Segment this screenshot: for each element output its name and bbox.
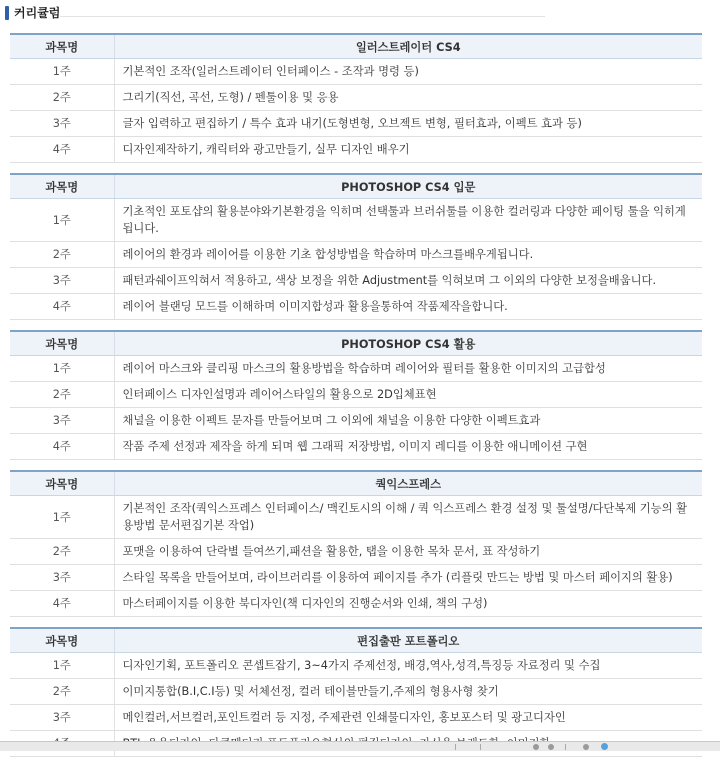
column-header-subject: 과목명 (10, 471, 114, 496)
status-security-icon (583, 744, 589, 750)
week-cell: 3주 (10, 268, 114, 294)
curriculum-section (10, 627, 702, 757)
week-cell: 3주 (10, 705, 114, 731)
column-header-subject: 과목명 (10, 331, 114, 356)
curriculum-section (10, 33, 702, 163)
table-row (10, 59, 702, 85)
table-row (10, 408, 702, 434)
curriculum-table (10, 627, 702, 757)
table-row (10, 294, 702, 320)
description-cell: 기초적인 포토샵의 활용분야와기본환경을 익히며 선택툴과 브러쉬툴를 이용한 컬러링과 다양한 페이팅 툴을 익히게 됩니다. (114, 199, 702, 242)
week-cell: 1주 (10, 199, 114, 242)
description-cell: 패턴과쉐이프익혀서 적용하고, 색상 보정을 위한 Adjustment를 익혀보며 그 이외의 다양한 보정을배웁니다. (114, 268, 702, 294)
week-cell: 1주 (10, 356, 114, 382)
title-accent-bar (5, 6, 9, 20)
course-title: PHOTOSHOP CS4 입문 (114, 174, 702, 199)
curriculum-section (10, 173, 702, 320)
page-title: 커리큘럼 (14, 6, 61, 20)
status-divider (455, 744, 456, 750)
curriculum-section (10, 470, 702, 617)
column-header-subject: 과목명 (10, 34, 114, 59)
table-row (10, 434, 702, 460)
description-cell: 작품 주제 선정과 제작을 하게 되며 웹 그래픽 저장방법, 이미지 레디를 이용한 애니메이션 구현 (114, 434, 702, 460)
table-row (10, 705, 702, 731)
description-cell: 디자인기획, 포트폴리오 콘셉트잡기, 3~4가지 주제선정, 배경,역사,성격,특징등 자료정리 및 수집 (114, 653, 702, 679)
week-cell: 4주 (10, 137, 114, 163)
table-header-row (10, 331, 702, 356)
status-divider (480, 744, 481, 750)
description-cell: 글자 입력하고 편집하기 / 특수 효과 내기(도형변형, 오브젝트 변형, 필터효과, 이펙트 효과 등) (114, 111, 702, 137)
description-cell: 포맷을 이용하여 단락별 들여쓰기,패션을 활용한, 탭을 이용한 목차 문서, 표 작성하기 (114, 539, 702, 565)
description-cell: 메인컬러,서브컬러,포인트컬러 등 지정, 주제관련 인쇄물디자인, 홍보포스터 및 광고디자인 (114, 705, 702, 731)
table-header-row (10, 628, 702, 653)
table-row (10, 199, 702, 242)
description-cell: 채널을 이용한 이펙트 문자를 만들어보며 그 이외에 채널을 이용한 다양한 이펙트효과 (114, 408, 702, 434)
curriculum-section (10, 330, 702, 460)
course-title: 쿽익스프레스 (114, 471, 702, 496)
table-row (10, 382, 702, 408)
table-row (10, 85, 702, 111)
week-cell: 2주 (10, 242, 114, 268)
curriculum-table (10, 470, 702, 617)
table-row (10, 591, 702, 617)
week-cell: 4주 (10, 591, 114, 617)
week-cell: 1주 (10, 496, 114, 539)
description-cell: 기본적인 조작(일러스트레이터 인터페이스 - 조작과 명령 등) (114, 59, 702, 85)
status-popup-icon (548, 744, 554, 750)
week-cell: 4주 (10, 434, 114, 460)
internet-zone-icon (601, 743, 608, 750)
curriculum-table (10, 33, 702, 163)
week-cell: 2주 (10, 85, 114, 111)
description-cell: 그리기(직선, 곡선, 도형) / 펜툴이용 및 응용 (114, 85, 702, 111)
curriculum-sections (10, 33, 702, 767)
status-lock-icon (533, 744, 539, 750)
course-title: PHOTOSHOP CS4 활용 (114, 331, 702, 356)
table-row (10, 268, 702, 294)
table-row (10, 679, 702, 705)
curriculum-table (10, 330, 702, 460)
week-cell: 2주 (10, 539, 114, 565)
table-header-row (10, 34, 702, 59)
header-divider (60, 16, 545, 17)
description-cell: 레이어 블랜딩 모드를 이해하며 이미지합성과 활용을통하여 작품제작을합니다. (114, 294, 702, 320)
table-row (10, 111, 702, 137)
description-cell: 인터페이스 디자인설명과 레이어스타일의 활용으로 2D입체표현 (114, 382, 702, 408)
week-cell: 2주 (10, 382, 114, 408)
description-cell: 기본적인 조작(쿽익스프레스 인터페이스/ 맥킨토시의 이해 / 쿽 익스프레스 환경 설정 및 툴설명/다단복제 기능의 활용방법 문서편집기본 작업) (114, 496, 702, 539)
week-cell: 3주 (10, 408, 114, 434)
table-row (10, 496, 702, 539)
table-row (10, 539, 702, 565)
course-title: 편집출판 포트폴리오 (114, 628, 702, 653)
week-cell: 1주 (10, 59, 114, 85)
table-row (10, 565, 702, 591)
week-cell: 4주 (10, 294, 114, 320)
table-row (10, 242, 702, 268)
table-row (10, 356, 702, 382)
description-cell: 디자인제작하기, 캐릭터와 광고만들기, 실무 디자인 배우기 (114, 137, 702, 163)
week-cell: 3주 (10, 111, 114, 137)
status-divider (565, 744, 566, 750)
description-cell: 마스터페이지를 이용한 북디자인(책 디자인의 진행순서와 인쇄, 책의 구성) (114, 591, 702, 617)
page-header (0, 0, 720, 26)
week-cell: 3주 (10, 565, 114, 591)
description-cell: 레이어 마스크와 클리핑 마스크의 활용방법을 학습하며 레이어와 필터를 활용한 이미지의 고급합성 (114, 356, 702, 382)
description-cell: 레이어의 환경과 레이어를 이용한 기초 합성방법을 학습하며 마스크를배우게됩니다. (114, 242, 702, 268)
table-row (10, 653, 702, 679)
table-header-row (10, 174, 702, 199)
curriculum-table (10, 173, 702, 320)
course-title: 일러스트레이터 CS4 (114, 34, 702, 59)
table-header-row (10, 471, 702, 496)
table-row (10, 137, 702, 163)
week-cell: 2주 (10, 679, 114, 705)
column-header-subject: 과목명 (10, 628, 114, 653)
description-cell: 스타일 목록을 만들어보며, 라이브러리를 이용하여 페이지를 추가 (리플릿 만드는 방법 및 마스터 페이지의 활용) (114, 565, 702, 591)
week-cell: 1주 (10, 653, 114, 679)
column-header-subject: 과목명 (10, 174, 114, 199)
description-cell: 이미지통합(B.I,C.I등) 및 서체선정, 컬러 테이블만들기,주제의 형용사형 찾기 (114, 679, 702, 705)
